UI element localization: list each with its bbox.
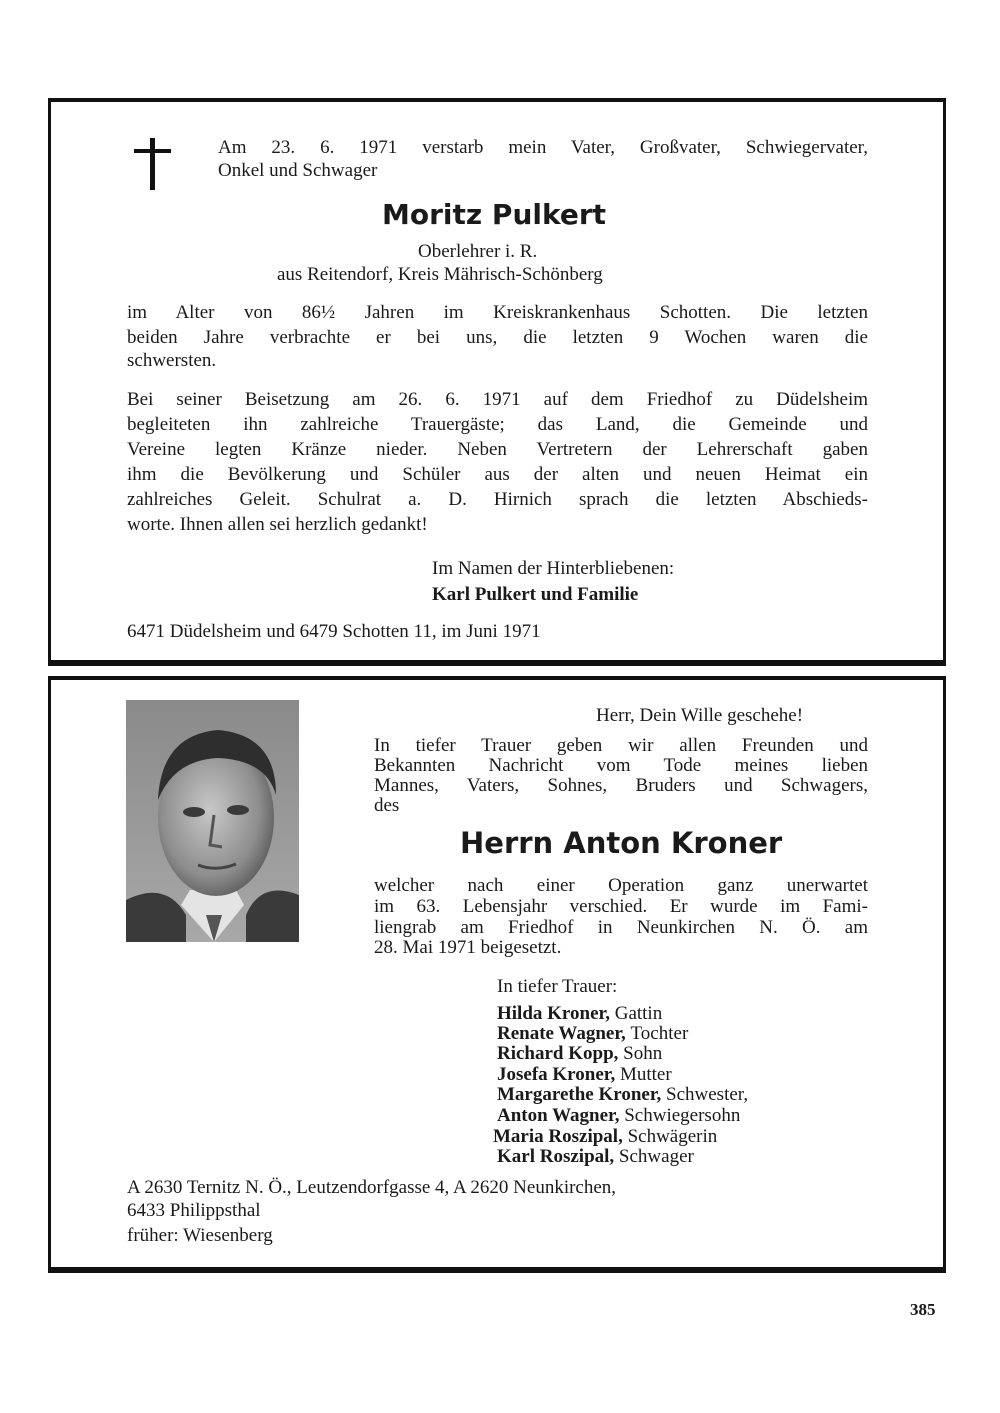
notice2-intro-line: des xyxy=(374,795,400,816)
motto: Herr, Dein Wille geschehe! xyxy=(596,705,804,726)
notice2-body-line: im 63. Lebensjahr verschied. Er wurde im Fami- xyxy=(374,896,868,917)
obituary-notice-pulkert xyxy=(48,98,946,666)
notice1-para2-line: worte. Ihnen allen sei herzlich gedankt! xyxy=(127,514,428,535)
mourner-name: Hilda Kroner xyxy=(497,1003,606,1024)
notice2-body-line: 28. Mai 1971 beigesetzt. xyxy=(374,937,562,958)
notice1-para2-line: Vereine legten Kränze nieder. Neben Vertretern der Lehrerschaft gaben xyxy=(127,439,868,460)
mourner-name: Maria Roszipal xyxy=(493,1126,619,1147)
mourner-name: Karl Roszipal xyxy=(497,1146,610,1167)
notice1-para1-line: schwersten. xyxy=(127,350,217,371)
mourner-relation: Sohn xyxy=(623,1043,663,1064)
mourner-entry: Josefa Kroner, Mutter xyxy=(497,1064,672,1085)
deceased-name-kroner: Herrn Anton Kroner xyxy=(460,826,783,860)
mourner-entry: Hilda Kroner, Gattin xyxy=(497,1003,663,1024)
mourner-relation: Schwager xyxy=(618,1146,694,1167)
mourner-relation: Schwester, xyxy=(666,1084,749,1105)
notice2-intro-line: Bekannten Nachricht vom Tode meines lieben xyxy=(374,755,868,776)
notice1-para2-line: Bei seiner Beisetzung am 26. 6. 1971 auf dem Friedhof zu Düdelsheim xyxy=(127,389,868,410)
notice2-body-line: welcher nach einer Operation ganz unerwartet xyxy=(374,875,868,896)
notice1-place-date: 6471 Düdelsheim und 6479 Schotten 11, im Juni 1971 xyxy=(127,621,541,642)
mourner-relation: Schwiegersohn xyxy=(624,1105,741,1126)
cross-icon xyxy=(150,138,155,190)
notice2-body-line: liengrab am Friedhof in Neunkirchen N. Ö. am xyxy=(374,917,868,938)
notice1-para1-line: beiden Jahre verbrachte er bei uns, die letzten 9 Wochen waren die xyxy=(127,327,868,348)
mourner-entry: Maria Roszipal, Schwägerin xyxy=(493,1126,718,1147)
cross-icon-bar xyxy=(134,149,171,153)
page-number: 385 xyxy=(910,1300,936,1319)
mourner-relation: Schwägerin xyxy=(627,1126,718,1147)
notice2-intro-line: Mannes, Vaters, Sohnes, Bruders und Schwagers, xyxy=(374,775,868,796)
deceased-title: Oberlehrer i. R. xyxy=(418,241,538,262)
mourner-name: Margarethe Kroner xyxy=(497,1084,657,1105)
notice1-para2-line: begleiteten ihn zahlreiche Trauergäste; das Land, die Gemeinde und xyxy=(127,414,868,435)
deceased-name-pulkert: Moritz Pulkert xyxy=(382,198,607,231)
mourner-entry: Richard Kopp, Sohn xyxy=(497,1043,663,1064)
notice2-address-line: früher: Wiesenberg xyxy=(127,1225,273,1246)
notice2-intro-line: In tiefer Trauer geben wir allen Freunden und xyxy=(374,735,868,756)
notice1-para2-line: ihm die Bevölkerung und Schüler aus der alten und neuen Heimat ein xyxy=(127,464,868,485)
signer: Karl Pulkert und Familie xyxy=(432,584,639,605)
portrait-photo xyxy=(126,700,299,942)
mourner-relation: Tochter xyxy=(630,1023,689,1044)
mourner-entry: Anton Wagner, Schwiegersohn xyxy=(497,1105,741,1126)
signoff: Im Namen der Hinterbliebenen: xyxy=(432,558,675,579)
mourner-entry: Margarethe Kroner, Schwester, xyxy=(497,1084,749,1105)
notice2-address-line: A 2630 Ternitz N. Ö., Leutzendorfgasse 4, A 2620 Neunkirchen, xyxy=(127,1177,617,1198)
deceased-origin: aus Reitendorf, Kreis Mährisch-Schönberg xyxy=(277,264,603,285)
mourning-label: In tiefer Trauer: xyxy=(497,976,618,997)
mourner-name: Anton Wagner xyxy=(497,1105,615,1126)
mourner-name: Josefa Kroner xyxy=(497,1064,611,1085)
notice1-intro-line1: Am 23. 6. 1971 verstarb mein Vater, Großvater, Schwiegervater, xyxy=(218,137,868,158)
mourner-name: Richard Kopp xyxy=(497,1043,614,1064)
mourner-relation: Mutter xyxy=(619,1064,672,1085)
notice2-address-line: 6433 Philippsthal xyxy=(127,1200,261,1221)
mourner-entry: Renate Wagner, Tochter xyxy=(497,1023,689,1044)
notice1-intro-line2: Onkel und Schwager xyxy=(218,160,378,181)
mourner-name: Renate Wagner xyxy=(497,1023,622,1044)
notice1-para1-line: im Alter von 86½ Jahren im Kreiskrankenhaus Schotten. Die letzten xyxy=(127,302,868,323)
mourner-entry: Karl Roszipal, Schwager xyxy=(497,1146,694,1167)
notice1-para2-line: zahlreiches Geleit. Schulrat a. D. Hirnich sprach die letzten Abschieds- xyxy=(127,489,868,510)
mourner-relation: Gattin xyxy=(614,1003,663,1024)
